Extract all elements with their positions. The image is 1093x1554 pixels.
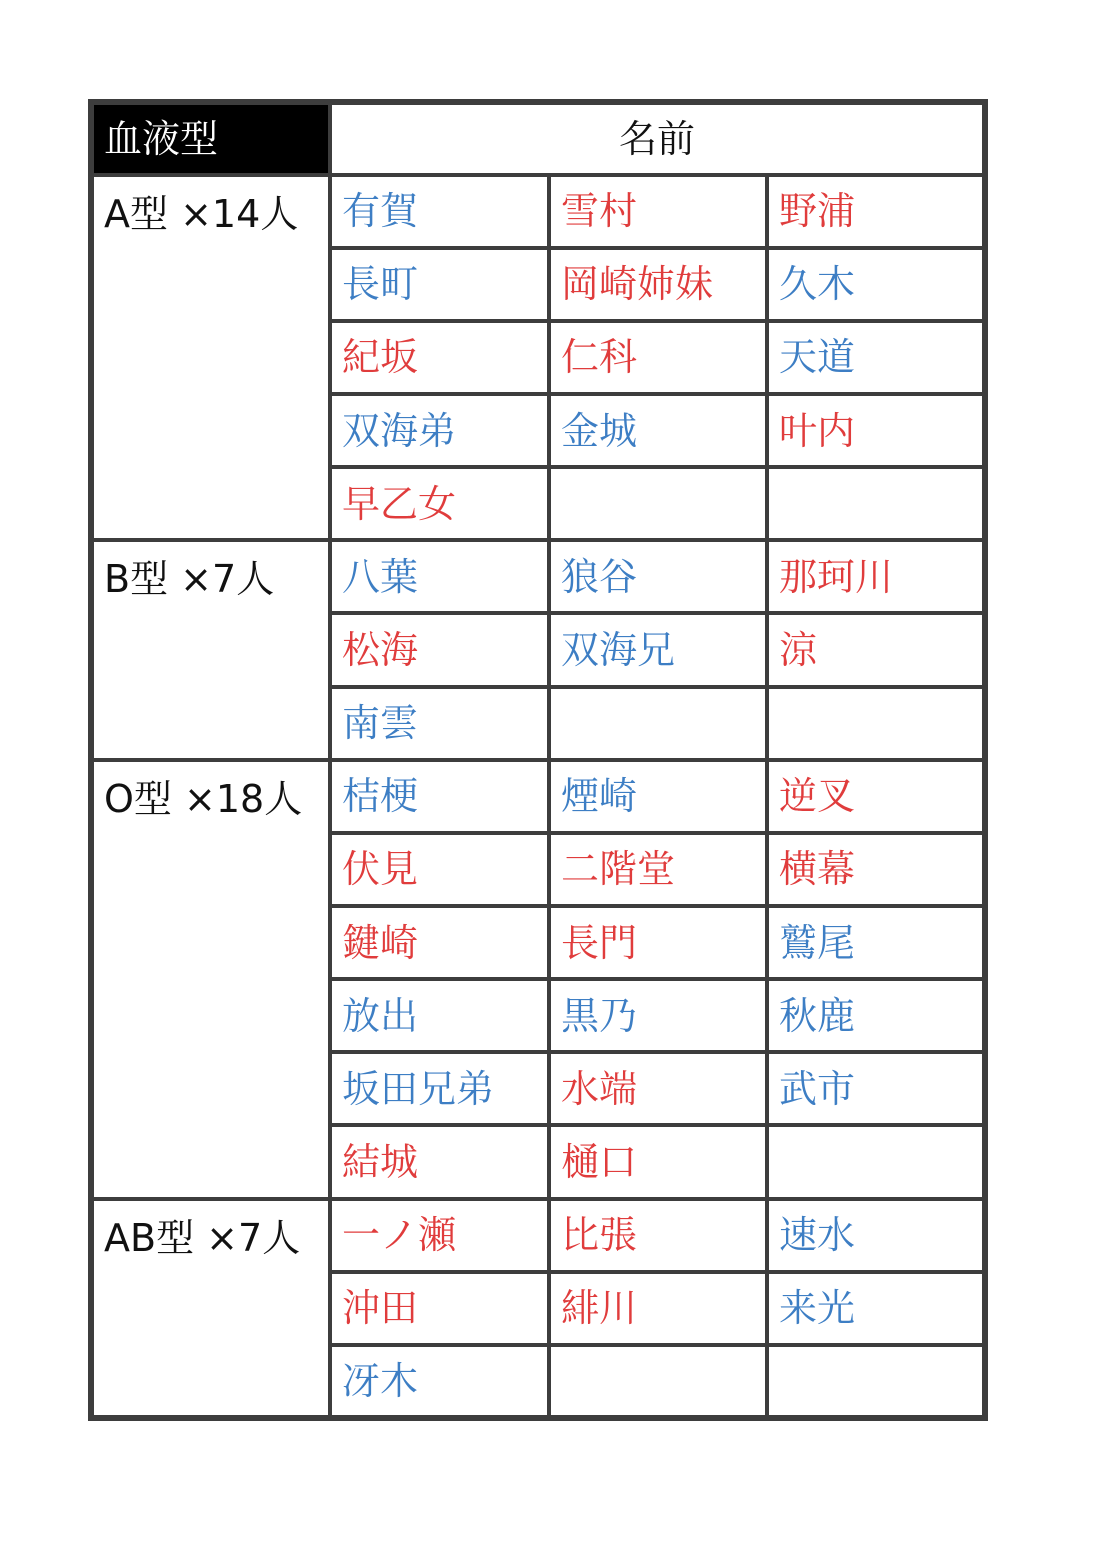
table-row xyxy=(91,175,985,248)
name-cell xyxy=(549,467,767,540)
name-cell: 速水 xyxy=(767,1199,985,1272)
name-cell: 桔梗 xyxy=(330,760,549,833)
name-cell: 伏見 xyxy=(330,833,549,906)
table-row xyxy=(91,760,985,833)
name-cell: 来光 xyxy=(767,1272,985,1345)
name-cell xyxy=(549,687,767,760)
header-row xyxy=(91,102,985,175)
name-cell: 涼 xyxy=(767,613,985,686)
name-cell: 黒乃 xyxy=(549,979,767,1052)
name-cell: 坂田兄弟 xyxy=(330,1052,549,1125)
name-cell: 沖田 xyxy=(330,1272,549,1345)
name-cell: 金城 xyxy=(549,394,767,467)
name-cell: 野浦 xyxy=(767,175,985,248)
name-cell: 二階堂 xyxy=(549,833,767,906)
name-cell: 狼谷 xyxy=(549,540,767,613)
name-cell: 双海弟 xyxy=(330,394,549,467)
name-cell: 鍵崎 xyxy=(330,906,549,979)
table-row xyxy=(91,540,985,613)
name-cell: 那珂川 xyxy=(767,540,985,613)
name-cell: 結城 xyxy=(330,1125,549,1198)
name-cell: 松海 xyxy=(330,613,549,686)
blood-type-label: AB型 ×7人 xyxy=(91,1199,330,1419)
name-cell: 紀坂 xyxy=(330,321,549,394)
name-cell: 一ノ瀬 xyxy=(330,1199,549,1272)
table-body xyxy=(91,102,985,1418)
name-cell: 長門 xyxy=(549,906,767,979)
name-cell xyxy=(767,467,985,540)
name-cell: 雪村 xyxy=(549,175,767,248)
name-cell: 有賀 xyxy=(330,175,549,248)
name-cell xyxy=(767,687,985,760)
name-cell: 双海兄 xyxy=(549,613,767,686)
blood-type-label: B型 ×7人 xyxy=(91,540,330,759)
name-cell: 緋川 xyxy=(549,1272,767,1345)
name-cell: 比張 xyxy=(549,1199,767,1272)
header-names: 名前 xyxy=(330,102,985,175)
name-cell: 逆叉 xyxy=(767,760,985,833)
name-cell xyxy=(767,1125,985,1198)
name-cell: 長町 xyxy=(330,248,549,321)
blood-type-label: A型 ×14人 xyxy=(91,175,330,541)
name-cell: 冴木 xyxy=(330,1345,549,1418)
blood-type-table xyxy=(88,99,988,1421)
name-cell: 鷲尾 xyxy=(767,906,985,979)
name-cell xyxy=(767,1345,985,1418)
name-cell: 叶内 xyxy=(767,394,985,467)
name-cell: 八葉 xyxy=(330,540,549,613)
name-cell: 武市 xyxy=(767,1052,985,1125)
name-cell: 水端 xyxy=(549,1052,767,1125)
name-cell: 南雲 xyxy=(330,687,549,760)
name-cell: 樋口 xyxy=(549,1125,767,1198)
name-cell: 煙崎 xyxy=(549,760,767,833)
table-row xyxy=(91,1199,985,1272)
name-cell: 久木 xyxy=(767,248,985,321)
name-cell: 岡崎姉妹 xyxy=(549,248,767,321)
header-blood-type: 血液型 xyxy=(91,102,330,175)
blood-type-label: O型 ×18人 xyxy=(91,760,330,1199)
name-cell: 天道 xyxy=(767,321,985,394)
name-cell: 秋鹿 xyxy=(767,979,985,1052)
name-cell xyxy=(549,1345,767,1418)
name-cell: 横幕 xyxy=(767,833,985,906)
name-cell: 早乙女 xyxy=(330,467,549,540)
name-cell: 仁科 xyxy=(549,321,767,394)
name-cell: 放出 xyxy=(330,979,549,1052)
